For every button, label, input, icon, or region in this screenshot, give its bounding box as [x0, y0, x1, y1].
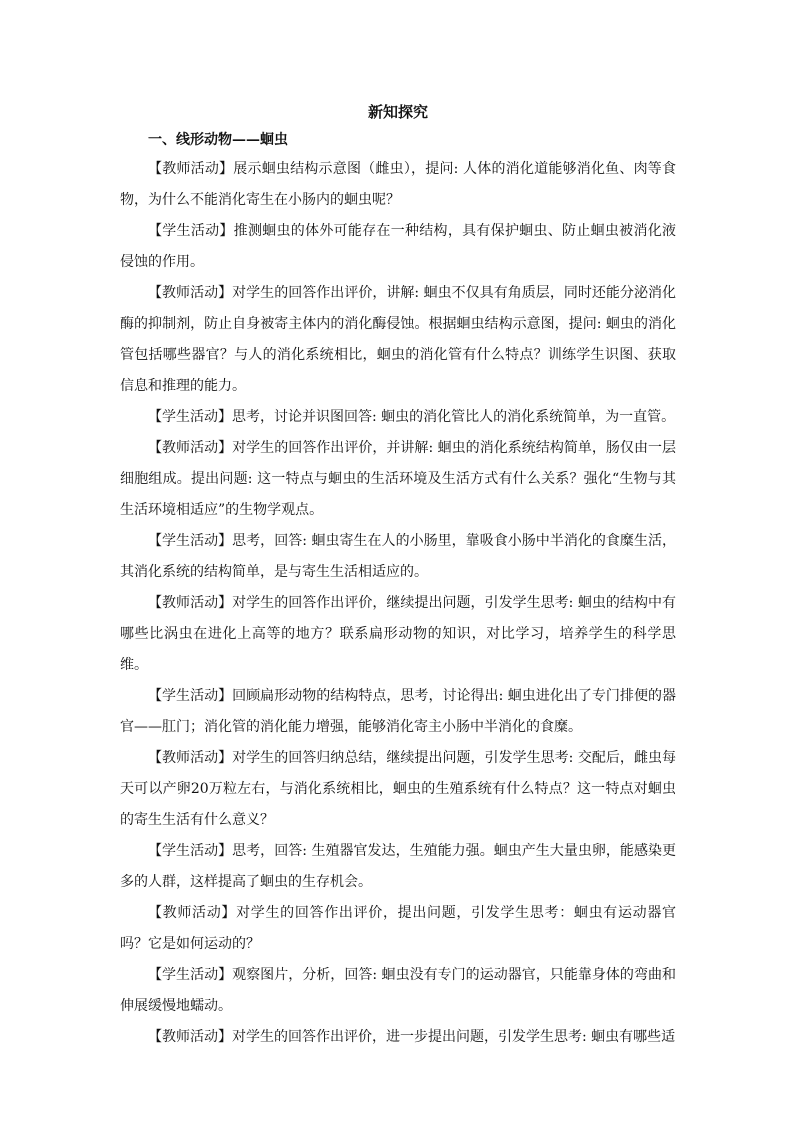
role-label: 【教师活动】 — [148, 161, 234, 177]
paragraph-text: 对学生的回答作出评价，提出问题，引发学生思考：蛔虫有运动器官吗？它是如何运动的？ — [120, 905, 677, 952]
paragraph-4 — [120, 402, 676, 433]
paragraph-text: 推测蛔虫的体外可能存在一种结构，具有保护蛔虫、防止蛔虫被消化液侵蚀的作用。 — [120, 223, 677, 270]
paragraph-13 — [120, 1022, 676, 1053]
paragraph-text: 回顾扁形动物的结构特点，思考，讨论得出: 蛔虫进化出了专门排便的器官——肛门；消化管的消化能力增强，能够消化寄主小肠中半消化的食糜。 — [120, 688, 676, 735]
paragraph-5 — [120, 433, 676, 526]
role-label: 【教师活动】 — [148, 285, 233, 301]
role-label: 【学生活动】 — [148, 223, 234, 239]
paragraph-12 — [120, 960, 676, 1022]
paragraph-1 — [120, 154, 676, 216]
role-label: 【学生活动】 — [148, 688, 233, 704]
paragraph-text: 对学生的回答作出评价，进一步提出问题，引发学生思考: 蛔虫有哪些适 — [232, 1029, 676, 1045]
paragraph-6 — [120, 526, 676, 588]
role-label: 【教师活动】 — [148, 905, 237, 921]
document-body — [120, 98, 676, 1053]
role-label: 【学生活动】 — [148, 533, 233, 549]
paragraph-text: 思考，回答: 蛔虫寄生在人的小肠里，靠吸食小肠中半消化的食糜生活，其消化系统的结构简单，是与寄生生活相适应的。 — [120, 533, 676, 580]
paragraph-text: 对学生的回答作出评价，讲解: 蛔虫不仅具有角质层，同时还能分泌消化酶的抑制剂，防止自身被寄主体内的消化酶侵蚀。根据蛔虫结构示意图，提问: 蛔虫的消化管包括哪些器官？与人的消化系统相比，蛔虫的消化管有什么特点？训练学生识图、获取信息和推理的能力。 — [120, 285, 676, 394]
paragraph-10 — [120, 836, 676, 898]
paragraph-9 — [120, 743, 676, 836]
role-label: 【教师活动】 — [148, 440, 233, 456]
paragraph-text: 思考，回答: 生殖器官发达，生殖能力强。蛔虫产生大量虫卵，能感染更多的人群，这样提高了蛔虫的生存机会。 — [120, 843, 676, 890]
role-label: 【学生活动】 — [148, 843, 233, 859]
role-label: 【教师活动】 — [148, 595, 233, 611]
paragraph-text: 对学生的回答作出评价，继续提出问题，引发学生思考: 蛔虫的结构中有哪些比涡虫在进化上高等的地方？联系扁形动物的知识，对比学习，培养学生的科学思维。 — [120, 595, 676, 673]
paragraph-text: 展示蛔虫结构示意图（雌虫），提问: 人体的消化道能够消化鱼、肉等食物，为什么不能消化寄生在小肠内的蛔虫呢？ — [120, 161, 677, 208]
paragraph-text: 对学生的回答作出评价，并讲解: 蛔虫的消化系统结构简单，肠仅由一层细胞组成。提出问题: 这一特点与蛔虫的生活环境及生活方式有什么关系？强化“生物与其生活环境相适应”的生物学观点。 — [120, 440, 676, 518]
role-label: 【学生活动】 — [148, 967, 233, 983]
paragraph-3 — [120, 278, 676, 402]
role-label: 【教师活动】 — [148, 1029, 232, 1045]
paragraph-text: 对学生的回答归纳总结，继续提出问题，引发学生思考: 交配后，雌虫每天可以产卵20万粒左右，与消化系统相比，蛔虫的生殖系统有什么特点？这一特点对蛔虫的寄生生活有什么意义？ — [120, 750, 676, 828]
role-label: 【学生活动】 — [148, 409, 232, 425]
role-label: 【教师活动】 — [148, 750, 233, 766]
page-title: 新知探究 — [367, 103, 428, 121]
section-heading: 一、线形动物——蛔虫 — [148, 132, 288, 148]
paragraph-text: 思考，讨论并识图回答: 蛔虫的消化管比人的消化系统简单，为一直管。 — [232, 409, 676, 425]
paragraph-text: 观察图片，分析，回答: 蛔虫没有专门的运动器官，只能靠身体的弯曲和伸展缓慢地蠕动。 — [120, 967, 676, 1014]
paragraph-2 — [120, 216, 676, 278]
paragraph-7 — [120, 588, 676, 681]
paragraph-11 — [120, 898, 676, 960]
paragraph-8 — [120, 681, 676, 743]
